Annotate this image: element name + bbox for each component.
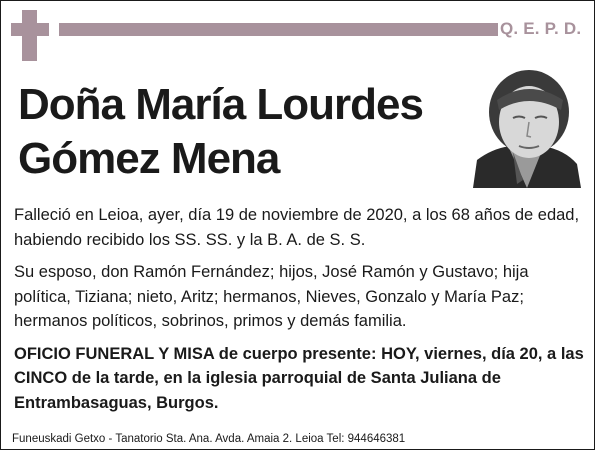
funeral-connector: de cuerpo presente: [214,344,382,363]
obituary-body [14,203,584,423]
cross-icon-horizontal [11,23,49,36]
name-line-1: Doña María Lourdes [18,80,423,129]
qepd-label: Q. E. P. D. [500,19,582,38]
funeral-paragraph [14,342,584,416]
funeral-title: OFICIO FUNERAL Y MISA [14,344,215,363]
header-bar [59,23,498,36]
death-notice-paragraph: Falleció en Leioa, ayer, día 19 de noviembre de 2020, a los 68 años de edad, habiendo recibido los SS. SS. y la B. A. de S. S. [14,206,580,249]
portrait-icon [473,60,581,188]
portrait-photo [473,60,581,188]
funeral-home-footer: Funeuskadi Getxo - Tanatorio Sta. Ana. Avda. Amaia 2. Leioa Tel: 944646381 [12,433,406,445]
name-line-2: Gómez Mena [18,134,280,183]
funeral-details: HOY, viernes, día 20, a las CINCO de la tarde, en la iglesia parroquial de Santa Juliana de Entrambasaguas, Burgos. [14,344,584,412]
deceased-name [18,78,423,186]
family-paragraph: Su esposo, don Ramón Fernández; hijos, José Ramón y Gustavo; hija política, Tiziana; nieto, Aritz; hermanos, Nieves, Gonzalo y María Paz; hermanos políticos, sobrinos, primos y demás familia. [14,263,529,330]
